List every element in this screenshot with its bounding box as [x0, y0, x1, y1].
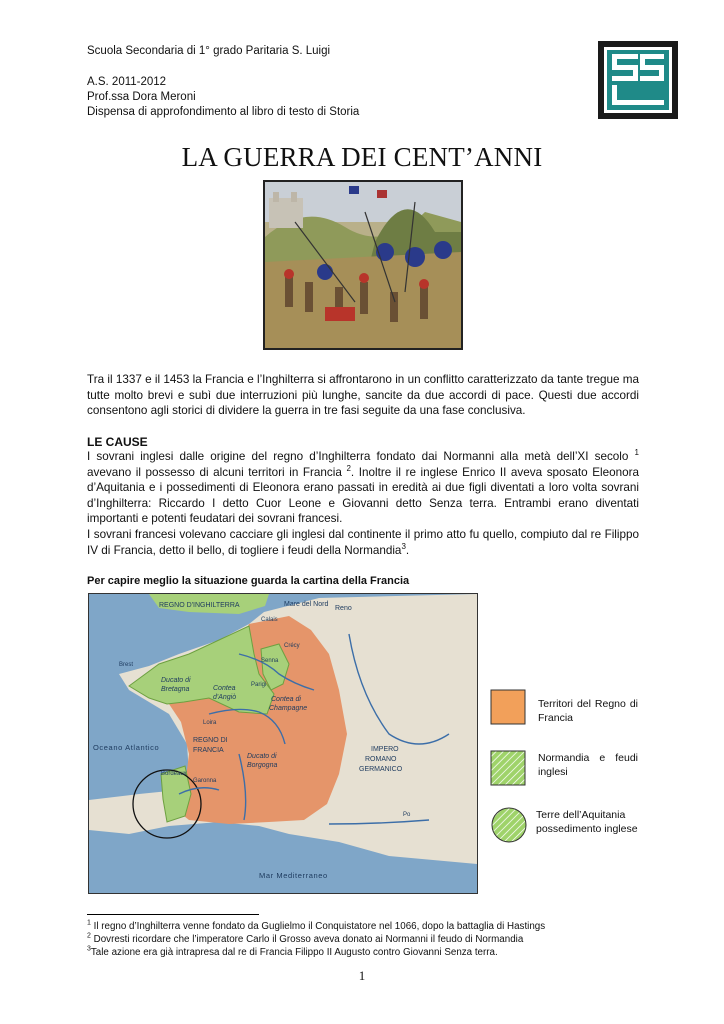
label-po: Po	[403, 812, 411, 818]
label-ducato-bretagna-1: Ducato di	[161, 677, 191, 684]
page-title: LA GUERRA DEI CENT’ANNI	[181, 142, 543, 172]
causes-heading: LE CAUSE	[87, 435, 148, 449]
label-oceano: Oceano Atlantico	[93, 743, 160, 752]
label-impero-1: IMPERO	[371, 746, 399, 753]
legend-swatch-english-fiefs	[490, 750, 526, 786]
legend-swatch-aquitaine	[490, 806, 528, 844]
label-senna: Senna	[261, 658, 279, 664]
footnote-1: $^1$ Il regno d’Inghilterra venne fondato da Guglielmo il Conquistatore nel 1066, dopo la battaglia di Hastings	[87, 919, 546, 932]
label-ducato-borgogna-1: Ducato di	[247, 753, 277, 760]
label-bordeaux: Bordeaux	[161, 771, 187, 777]
school-name: Scuola Secondaria di 1° grado Paritaria S. Luigi	[87, 45, 331, 57]
label-contea-angio-1: Contea	[213, 685, 236, 692]
label-impero-3: GERMANICO	[359, 766, 403, 773]
footnote-separator	[87, 914, 259, 915]
label-mediterraneo: Mar Mediterraneo	[259, 871, 328, 880]
label-contea-angio-2: d'Angiò	[213, 694, 237, 701]
page-number: 1	[358, 968, 366, 983]
label-brest: Brest	[119, 662, 134, 668]
label-regno-inghilterra: REGNO D'INGHILTERRA	[159, 602, 240, 609]
map-caption: Per capire meglio la situazione guarda la cartina della Francia	[87, 575, 410, 587]
school-year: A.S. 2011-2012	[87, 76, 167, 88]
label-contea-champagne-1: Contea di	[271, 696, 301, 703]
legend-label-english-fiefs: Normandia e feudi inglesi	[538, 752, 638, 778]
label-garonna: Garonna	[193, 778, 217, 784]
label-calais: Calais	[261, 617, 278, 623]
label-parigi: Parigi	[251, 682, 267, 688]
france-map	[88, 593, 478, 894]
footnote-ref-2[interactable]: 2	[346, 463, 351, 473]
label-reno: Reno	[335, 605, 352, 612]
label-ducato-bretagna-2: Bretagna	[161, 686, 190, 693]
intro-paragraph: Tra il 1337 e il 1453 la Francia e l’Inghilterra si affrontarono in un conflitto caratterizzato da tante tregue ma tutte molto brevi e subì due interruzioni più lunghe, sancite da due accordi di pace. Questi due accordi consentono agli storici di dividere la guerra in tre fasi seguite da una fase conclusiva.	[87, 373, 639, 418]
causes-paragraph-1: I sovrani inglesi dalle origine del regno d’Inghilterra fondato dai Normanni alla metà dell’XI secolo $^1$ avevano il possesso di alcuni territori in Francia $^2$. Inoltre il re inglese Enrico II aveva sposato Eleonora d’Aquitania e i possedimenti di Eleonora erano passati in eredità ai due figli diventati a loro volta sovrani d’Inghilterra: Riccardo I detto Cuor Leone e Giovanni detto Senza terra. Entrambi erano diventati importanti e potenti feudatari dei sovrani francesi.	[87, 448, 639, 526]
label-mare-nord: Mare del Nord	[284, 601, 329, 608]
legend-label-aquitaine: Terre dell’Aquitania possedimento inglese	[536, 809, 638, 835]
legend-swatch-france	[490, 689, 526, 725]
footnote-ref-1[interactable]: 1	[634, 448, 639, 458]
legend-label-france: Territori del Regno di Francia	[538, 698, 638, 724]
label-loira: Loira	[203, 720, 217, 726]
footnote-2: $^2$ Dovresti ricordare che l’imperatore Carlo il Grosso aveva donato ai Normanni il feudo di Normandia	[87, 932, 524, 945]
school-logo	[598, 41, 678, 119]
teacher-name: Prof.ssa Dora Meroni	[87, 91, 196, 103]
label-regno-francia-2: FRANCIA	[193, 747, 224, 754]
footnote-ref-3[interactable]: 3	[401, 541, 406, 551]
causes-paragraph-2: I sovrani francesi volevano cacciare gli inglesi dal continente il primo atto fu quello, compiuto dal re Filippo IV di Francia, detto il bello, di togliere i feudi della Normandia$^3$.	[87, 528, 639, 557]
document-description: Dispensa di approfondimento al libro di testo di Storia	[87, 106, 360, 118]
footnote-3: $^3$Tale azione era già intrapresa dal re di Francia Filippo II Augusto contro Giovanni Senza terra.	[87, 945, 498, 958]
battle-illustration	[263, 180, 463, 350]
label-impero-2: ROMANO	[365, 756, 397, 763]
label-contea-champagne-2: Champagne	[269, 705, 308, 712]
label-crecy: Crécy	[284, 643, 300, 649]
label-regno-francia-1: REGNO DI	[193, 737, 228, 744]
label-ducato-borgogna-2: Borgogna	[247, 762, 278, 769]
